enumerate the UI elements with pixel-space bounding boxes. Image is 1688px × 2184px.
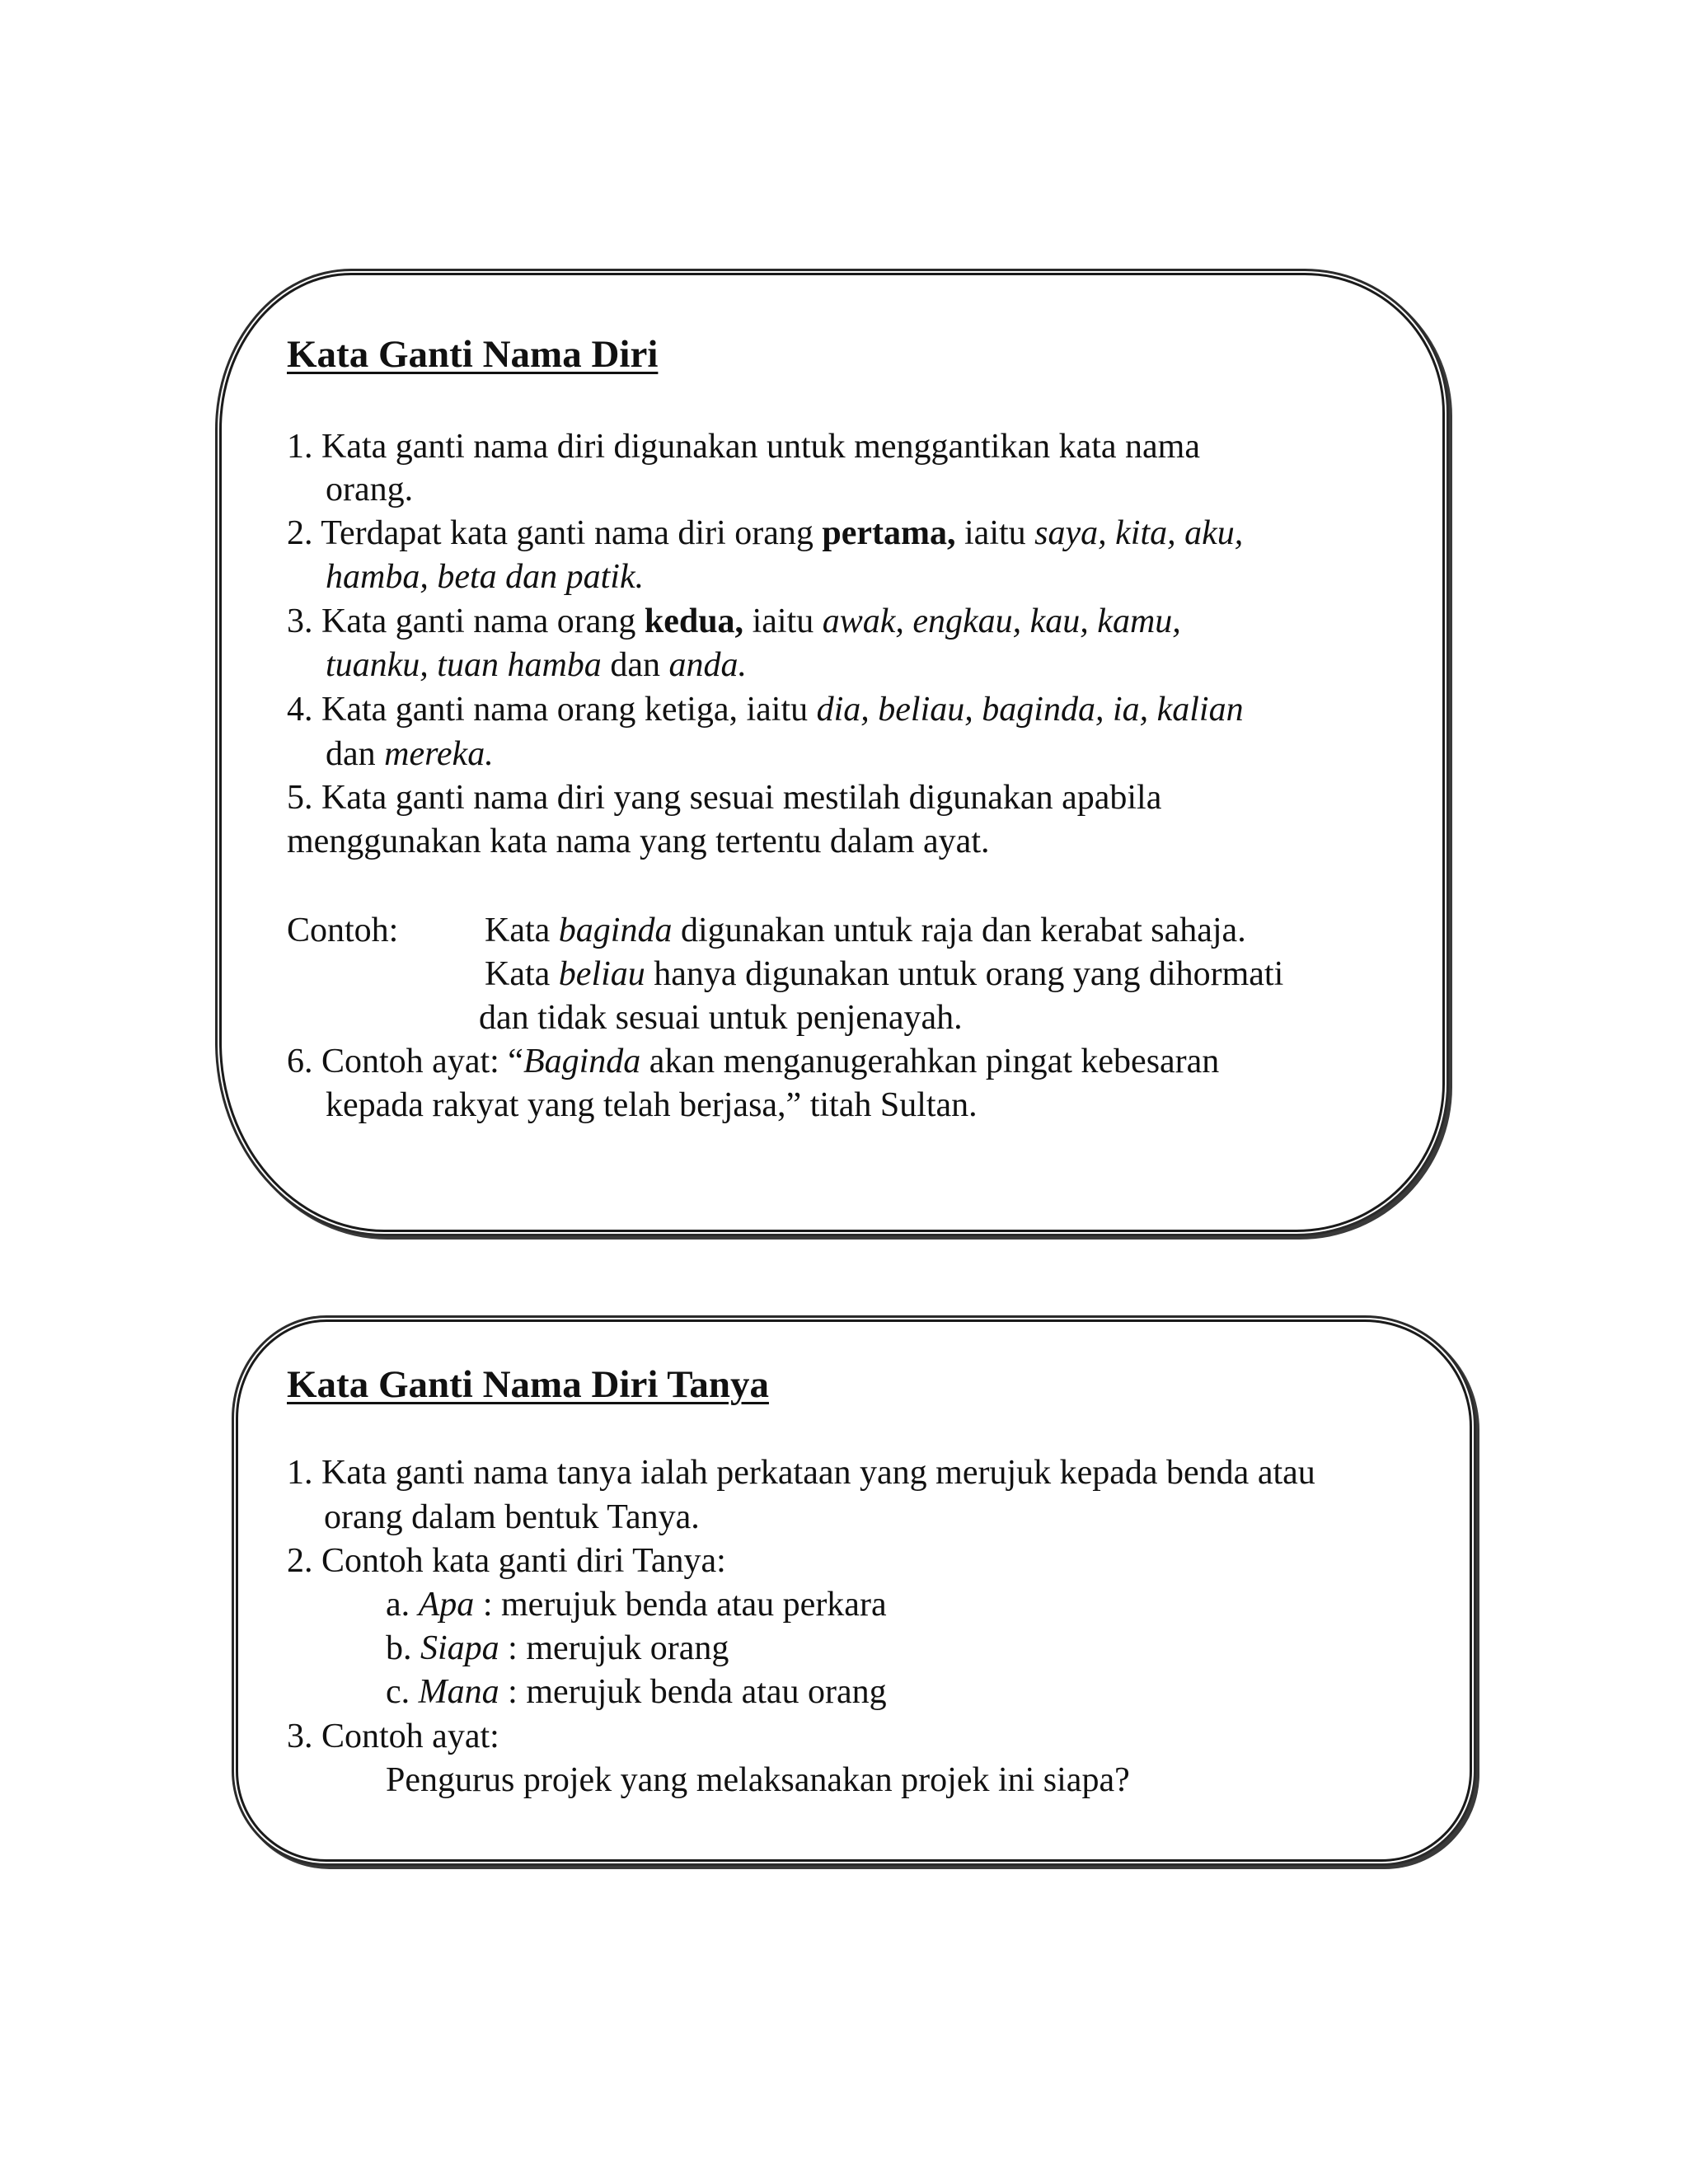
box1-item1-line1: 1. Kata ganti nama diri digunakan untuk menggantikan kata nama [287,428,1200,466]
contoh-line2 [485,953,1283,996]
box2-item2-a [386,1583,887,1626]
text-span: hanya digunakan untuk orang yang dihormati [645,955,1284,993]
text-span: : merujuk orang [499,1629,729,1667]
box1-item3-line1 [287,600,1181,643]
text-span: : merujuk benda atau orang [499,1673,887,1711]
box1-item6-line2: kepada rakyat yang telah berjasa,” titah Sultan. [326,1086,978,1124]
text-span: : merujuk benda atau perkara [474,1586,887,1624]
italic-term: Mana [418,1673,499,1711]
text-span: dan [601,646,669,684]
italic-examples: awak, engkau, kau, kamu, [822,602,1181,640]
text-span: Kata [485,912,559,949]
box1-item3-line2 [326,644,747,687]
text-span: akan menganugerahkan pingat kebesaran [640,1043,1220,1080]
text-span: digunakan untuk raja dan kerabat sahaja. [672,912,1246,949]
italic-examples: dia, beliau, baginda, ia, kalian [816,691,1244,729]
text-span: iaitu [955,514,1035,552]
text-span: c. [386,1673,419,1711]
bold-term: pertama, [822,514,956,552]
italic-term: Siapa [420,1629,499,1667]
italic-term: baginda [558,912,673,949]
box2-item3-line1: 3. Contoh ayat: [287,1718,499,1755]
italic-term: Apa [418,1586,475,1624]
box1-item2-line2: hamba, beta dan patik. [326,558,645,596]
text-span: dan [326,735,385,773]
text-span: 4. Kata ganti nama orang ketiga, iaitu [287,691,817,729]
contoh-label: Contoh: [287,912,399,949]
text-span: 2. Terdapat kata ganti nama diri orang [287,514,823,552]
bold-term: kedua, [644,602,744,640]
box2-item3-line2: Pengurus projek yang melaksanakan projek ini siapa? [386,1761,1130,1799]
contoh-line1 [485,909,1246,952]
text-span: Kata [485,955,559,993]
box1-item5-line2: menggunakan kata nama yang tertentu dalam ayat. [287,823,990,860]
box1-title: Kata Ganti Nama Diri [287,333,659,376]
box2-title: Kata Ganti Nama Diri Tanya [287,1363,769,1406]
text-span: iaitu [743,602,823,640]
italic-examples: saya, kita, aku, [1034,514,1244,552]
box1-item6-line1 [287,1040,1219,1083]
box2-item1-line2: orang dalam bentuk Tanya. [324,1498,700,1536]
box1-item4-line2 [326,733,494,776]
box2-item1-line1: 1. Kata ganti nama tanya ialah perkataan yang merujuk kepada benda atau [287,1454,1315,1492]
box1-item4-line1 [287,688,1244,731]
box2-item2-line1: 2. Contoh kata ganti diri Tanya: [287,1542,726,1580]
text-span: 3. Kata ganti nama orang [287,602,645,640]
box2-item2-b [386,1627,729,1670]
text-span: b. [386,1629,420,1667]
italic-examples: mereka. [384,735,494,773]
italic-examples: anda. [668,646,747,684]
text-span: a. [386,1586,419,1624]
box1-item2-line1 [287,512,1243,555]
box1-item5-line1: 5. Kata ganti nama diri yang sesuai mestilah digunakan apabila [287,779,1162,817]
box2-item2-c [386,1671,887,1713]
italic-term: beliau [558,955,645,993]
box1-item1-line2: orang. [326,471,414,509]
text-span: 6. Contoh ayat: “ [287,1043,523,1080]
italic-term: Baginda [523,1043,641,1080]
contoh-line3: dan tidak sesuai untuk penjenayah. [479,999,963,1037]
italic-examples: tuanku, tuan hamba [326,646,602,684]
